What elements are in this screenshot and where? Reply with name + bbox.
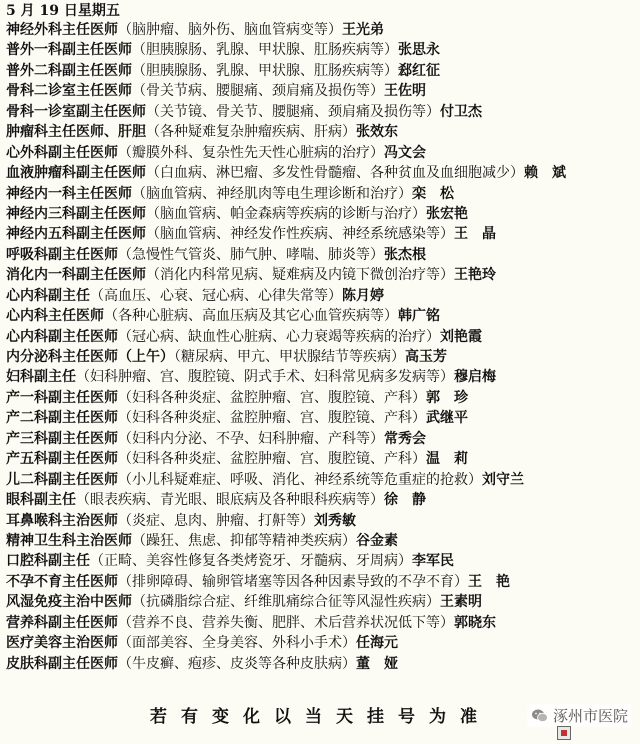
doctor-name: 任海元 <box>356 635 398 652</box>
department-title: 心内科主任医师 <box>6 308 104 325</box>
department-title: 神经内三科副主任医师 <box>6 205 146 222</box>
doctor-name: 陈月婷 <box>342 287 384 304</box>
department-title: 眼科副主任 <box>6 492 76 509</box>
schedule-row <box>6 40 636 60</box>
department-title: 神经外科主任医师 <box>6 22 118 38</box>
department-title: 骨科一诊室副主任医师 <box>6 103 146 120</box>
department-title: 呼吸科副主任医师 <box>6 246 118 263</box>
department-title: 普外一科副主任医师 <box>6 42 132 59</box>
department-title: 医疗美容主治医师 <box>6 635 118 652</box>
specialty-text: （各种心脏病、高血压病及其它心血管疾病等） <box>104 308 398 325</box>
schedule-row <box>6 224 636 244</box>
department-title: 内分泌科主任医师（上午） <box>6 349 174 365</box>
schedule-row <box>6 265 636 285</box>
specialty-text: （排卵障碍、输卵管堵塞等因各种因素导致的不孕不育） <box>118 573 468 590</box>
doctor-name: 王 晶 <box>454 226 496 243</box>
department-title: 普外二科副主任医师 <box>6 62 132 79</box>
doctor-name: 王艳玲 <box>454 267 496 284</box>
specialty-text: （抗磷脂综合症、纤维肌痛综合征等风湿性疾病） <box>132 594 440 611</box>
specialty-text: （妇科各种炎症、盆腔肿瘤、宫、腹腔镜、产科） <box>118 389 426 406</box>
schedule-row <box>6 490 636 510</box>
specialty-text: （各种疑难复杂肿瘤疾病、肝病） <box>146 124 356 141</box>
department-title: 产二科副主任医师 <box>6 410 118 427</box>
department-title: 骨科二诊室主任医师 <box>6 83 132 100</box>
specialty-text: （脑血管病、神经肌肉等电生理诊断和治疗） <box>132 185 412 202</box>
schedule-row <box>6 245 636 265</box>
image-icon <box>557 726 571 740</box>
schedule-row <box>6 429 636 449</box>
department-title: 精神卫生科主治医师 <box>6 532 132 549</box>
doctor-name: 穆启梅 <box>454 369 496 386</box>
schedule-row <box>6 163 636 183</box>
schedule-row <box>6 61 636 81</box>
department-title: 口腔科副主任 <box>6 553 90 570</box>
doctor-name: 李军民 <box>412 553 454 570</box>
doctor-name: 武继平 <box>426 410 468 427</box>
department-title: 心内科副主任 <box>6 287 90 304</box>
doctor-name: 张杰根 <box>384 246 426 263</box>
schedule-row <box>6 327 636 347</box>
doctor-list <box>6 20 636 674</box>
schedule-row <box>6 654 636 674</box>
schedule-row <box>6 592 636 612</box>
doctor-name: 冯文会 <box>384 144 426 161</box>
specialty-text: （白血病、淋巴瘤、多发性骨髓瘤、各种贫血及血细胞减少） <box>146 165 524 182</box>
doctor-name: 刘秀敏 <box>314 512 356 529</box>
doctor-name: 郭 珍 <box>426 389 468 406</box>
doctor-name: 王光弟 <box>342 22 384 38</box>
department-title: 不孕不育主任医师 <box>6 573 118 590</box>
specialty-text: （冠心病、缺血性心脏病、心力衰竭等疾病的治疗） <box>118 328 440 345</box>
specialty-text: （妇科肿瘤、宫、腹腔镜、阴式手术、妇科常见病多发病等） <box>76 369 454 386</box>
schedule-row <box>6 306 636 326</box>
schedule-row <box>6 20 636 40</box>
department-title: 产五科副主任医师 <box>6 451 118 468</box>
doctor-name: 刘守兰 <box>482 471 524 488</box>
specialty-text: （营养不良、营养失衡、肥胖、术后营养状况低下等） <box>118 614 454 631</box>
department-title: 儿二科副主任医师 <box>6 471 118 488</box>
doctor-name: 常秀会 <box>384 430 426 447</box>
doctor-name: 徐 静 <box>384 492 426 509</box>
doctor-name: 刘艳霞 <box>440 328 482 345</box>
specialty-text: （眼表疾病、青光眼、眼底病及各种眼科疾病等） <box>76 492 384 509</box>
schedule-row <box>6 367 636 387</box>
department-title: 产一科副主任医师 <box>6 389 118 406</box>
schedule-row <box>6 388 636 408</box>
doctor-name: 郄红征 <box>398 62 440 79</box>
schedule-row <box>6 102 636 122</box>
specialty-text: （正畸、美容性修复各类烤瓷牙、牙髓病、牙周病） <box>90 553 412 570</box>
specialty-text: （小儿科疑难症、呼吸、消化、神经系统等危重症的抢救） <box>118 471 482 488</box>
schedule-row <box>6 204 636 224</box>
specialty-text: （牛皮癣、疱疹、皮炎等各种皮肤病） <box>118 655 356 672</box>
schedule-row <box>6 122 636 142</box>
specialty-text: （妇科各种炎症、盆腔肿瘤、宫、腹腔镜、产科） <box>118 451 426 468</box>
schedule-document <box>6 2 636 674</box>
doctor-name: 张效东 <box>356 124 398 141</box>
doctor-name: 付卫杰 <box>440 103 482 120</box>
specialty-text: （胆胰腺肠、乳腺、甲状腺、肛肠疾病等） <box>132 62 398 79</box>
doctor-name: 栾 松 <box>412 185 454 202</box>
schedule-row <box>6 184 636 204</box>
department-title: 肿瘤科主任医师、肝胆 <box>6 124 146 141</box>
schedule-row <box>6 633 636 653</box>
specialty-text: （消化内科常见病、疑难病及内镜下微创治疗等） <box>146 267 454 284</box>
department-title: 产三科副主任医师 <box>6 430 118 447</box>
date-heading: 5 月 19 日星期五 <box>6 3 120 19</box>
schedule-row <box>6 613 636 633</box>
footer-note: 若有变化以当天挂号为准 <box>150 707 491 727</box>
doctor-name: 张宏艳 <box>426 205 468 222</box>
schedule-row <box>6 143 636 163</box>
specialty-text: （脑肿瘤、脑外伤、脑血管病变等） <box>118 22 342 38</box>
schedule-row <box>6 449 636 469</box>
doctor-name: 温 莉 <box>426 451 468 468</box>
department-title: 心外科副主任医师 <box>6 144 118 161</box>
specialty-text: （骨关节病、腰腿痛、颈肩痛及损伤等） <box>132 83 384 100</box>
doctor-name: 谷金素 <box>356 532 398 549</box>
schedule-row <box>6 572 636 592</box>
schedule-row <box>6 81 636 101</box>
doctor-name: 赖 斌 <box>524 165 566 182</box>
specialty-text: （胆胰腺肠、乳腺、甲状腺、肛肠疾病等） <box>132 42 398 59</box>
specialty-text: （瓣膜外科、复杂性先天性心脏病的治疗） <box>118 144 384 161</box>
specialty-text: （高血压、心衰、冠心病、心律失常等） <box>90 287 342 304</box>
specialty-text: （妇科各种炎症、盆腔肿瘤、宫、腹腔镜、产科） <box>118 410 426 427</box>
specialty-text: （躁狂、焦虑、抑郁等精神类疾病） <box>132 532 356 549</box>
specialty-text: （炎症、息肉、肿瘤、打鼾等） <box>118 512 314 529</box>
doctor-name: 郭晓东 <box>454 614 496 631</box>
schedule-row <box>6 511 636 531</box>
schedule-row <box>6 531 636 551</box>
schedule-row <box>6 551 636 571</box>
watermark-text: 涿州市医院 <box>552 707 628 725</box>
doctor-name: 王 艳 <box>468 573 510 590</box>
department-title: 神经内五科副主任医师 <box>6 226 146 243</box>
doctor-name: 高玉芳 <box>405 349 447 365</box>
schedule-row <box>6 347 636 367</box>
department-title: 耳鼻喉科主治医师 <box>6 512 118 529</box>
schedule-row <box>6 408 636 428</box>
specialty-text: （脑血管病、神经发作性疾病、神经系统感染等） <box>146 226 454 243</box>
schedule-row <box>6 470 636 490</box>
department-title: 神经内一科主任医师 <box>6 185 132 202</box>
specialty-text: （关节镜、骨关节、腰腿痛、颈肩痛及损伤等） <box>146 103 440 120</box>
department-title: 营养科副主任医师 <box>6 614 118 631</box>
specialty-text: （妇科内分泌、不孕、妇科肿瘤、产科等） <box>118 430 384 447</box>
doctor-name: 王佐明 <box>384 83 426 100</box>
doctor-name: 董 娅 <box>356 655 398 672</box>
department-title: 妇科副主任 <box>6 369 76 386</box>
wechat-icon <box>531 707 549 725</box>
department-title: 风湿免疫主治中医师 <box>6 594 132 611</box>
specialty-text: （面部美容、全身美容、外科小手术） <box>118 635 356 652</box>
doctor-name: 张思永 <box>398 42 440 59</box>
doctor-name: 韩广铭 <box>398 308 440 325</box>
doctor-name: 王素明 <box>440 594 482 611</box>
specialty-text: （脑血管病、帕金森病等疾病的诊断与治疗） <box>146 205 426 222</box>
department-title: 皮肤科副主任医师 <box>6 655 118 672</box>
specialty-text: （糖尿病、甲亢、甲状腺结节等疾病） <box>174 349 405 365</box>
department-title: 心内科副主任医师 <box>6 328 118 345</box>
specialty-text: （急慢性气管炎、肺气肿、哮喘、肺炎等） <box>118 246 384 263</box>
watermark <box>527 704 632 727</box>
department-title: 消化内一科副主任医师 <box>6 267 146 284</box>
department-title: 血液肿瘤科副主任医师 <box>6 165 146 182</box>
schedule-row <box>6 286 636 306</box>
